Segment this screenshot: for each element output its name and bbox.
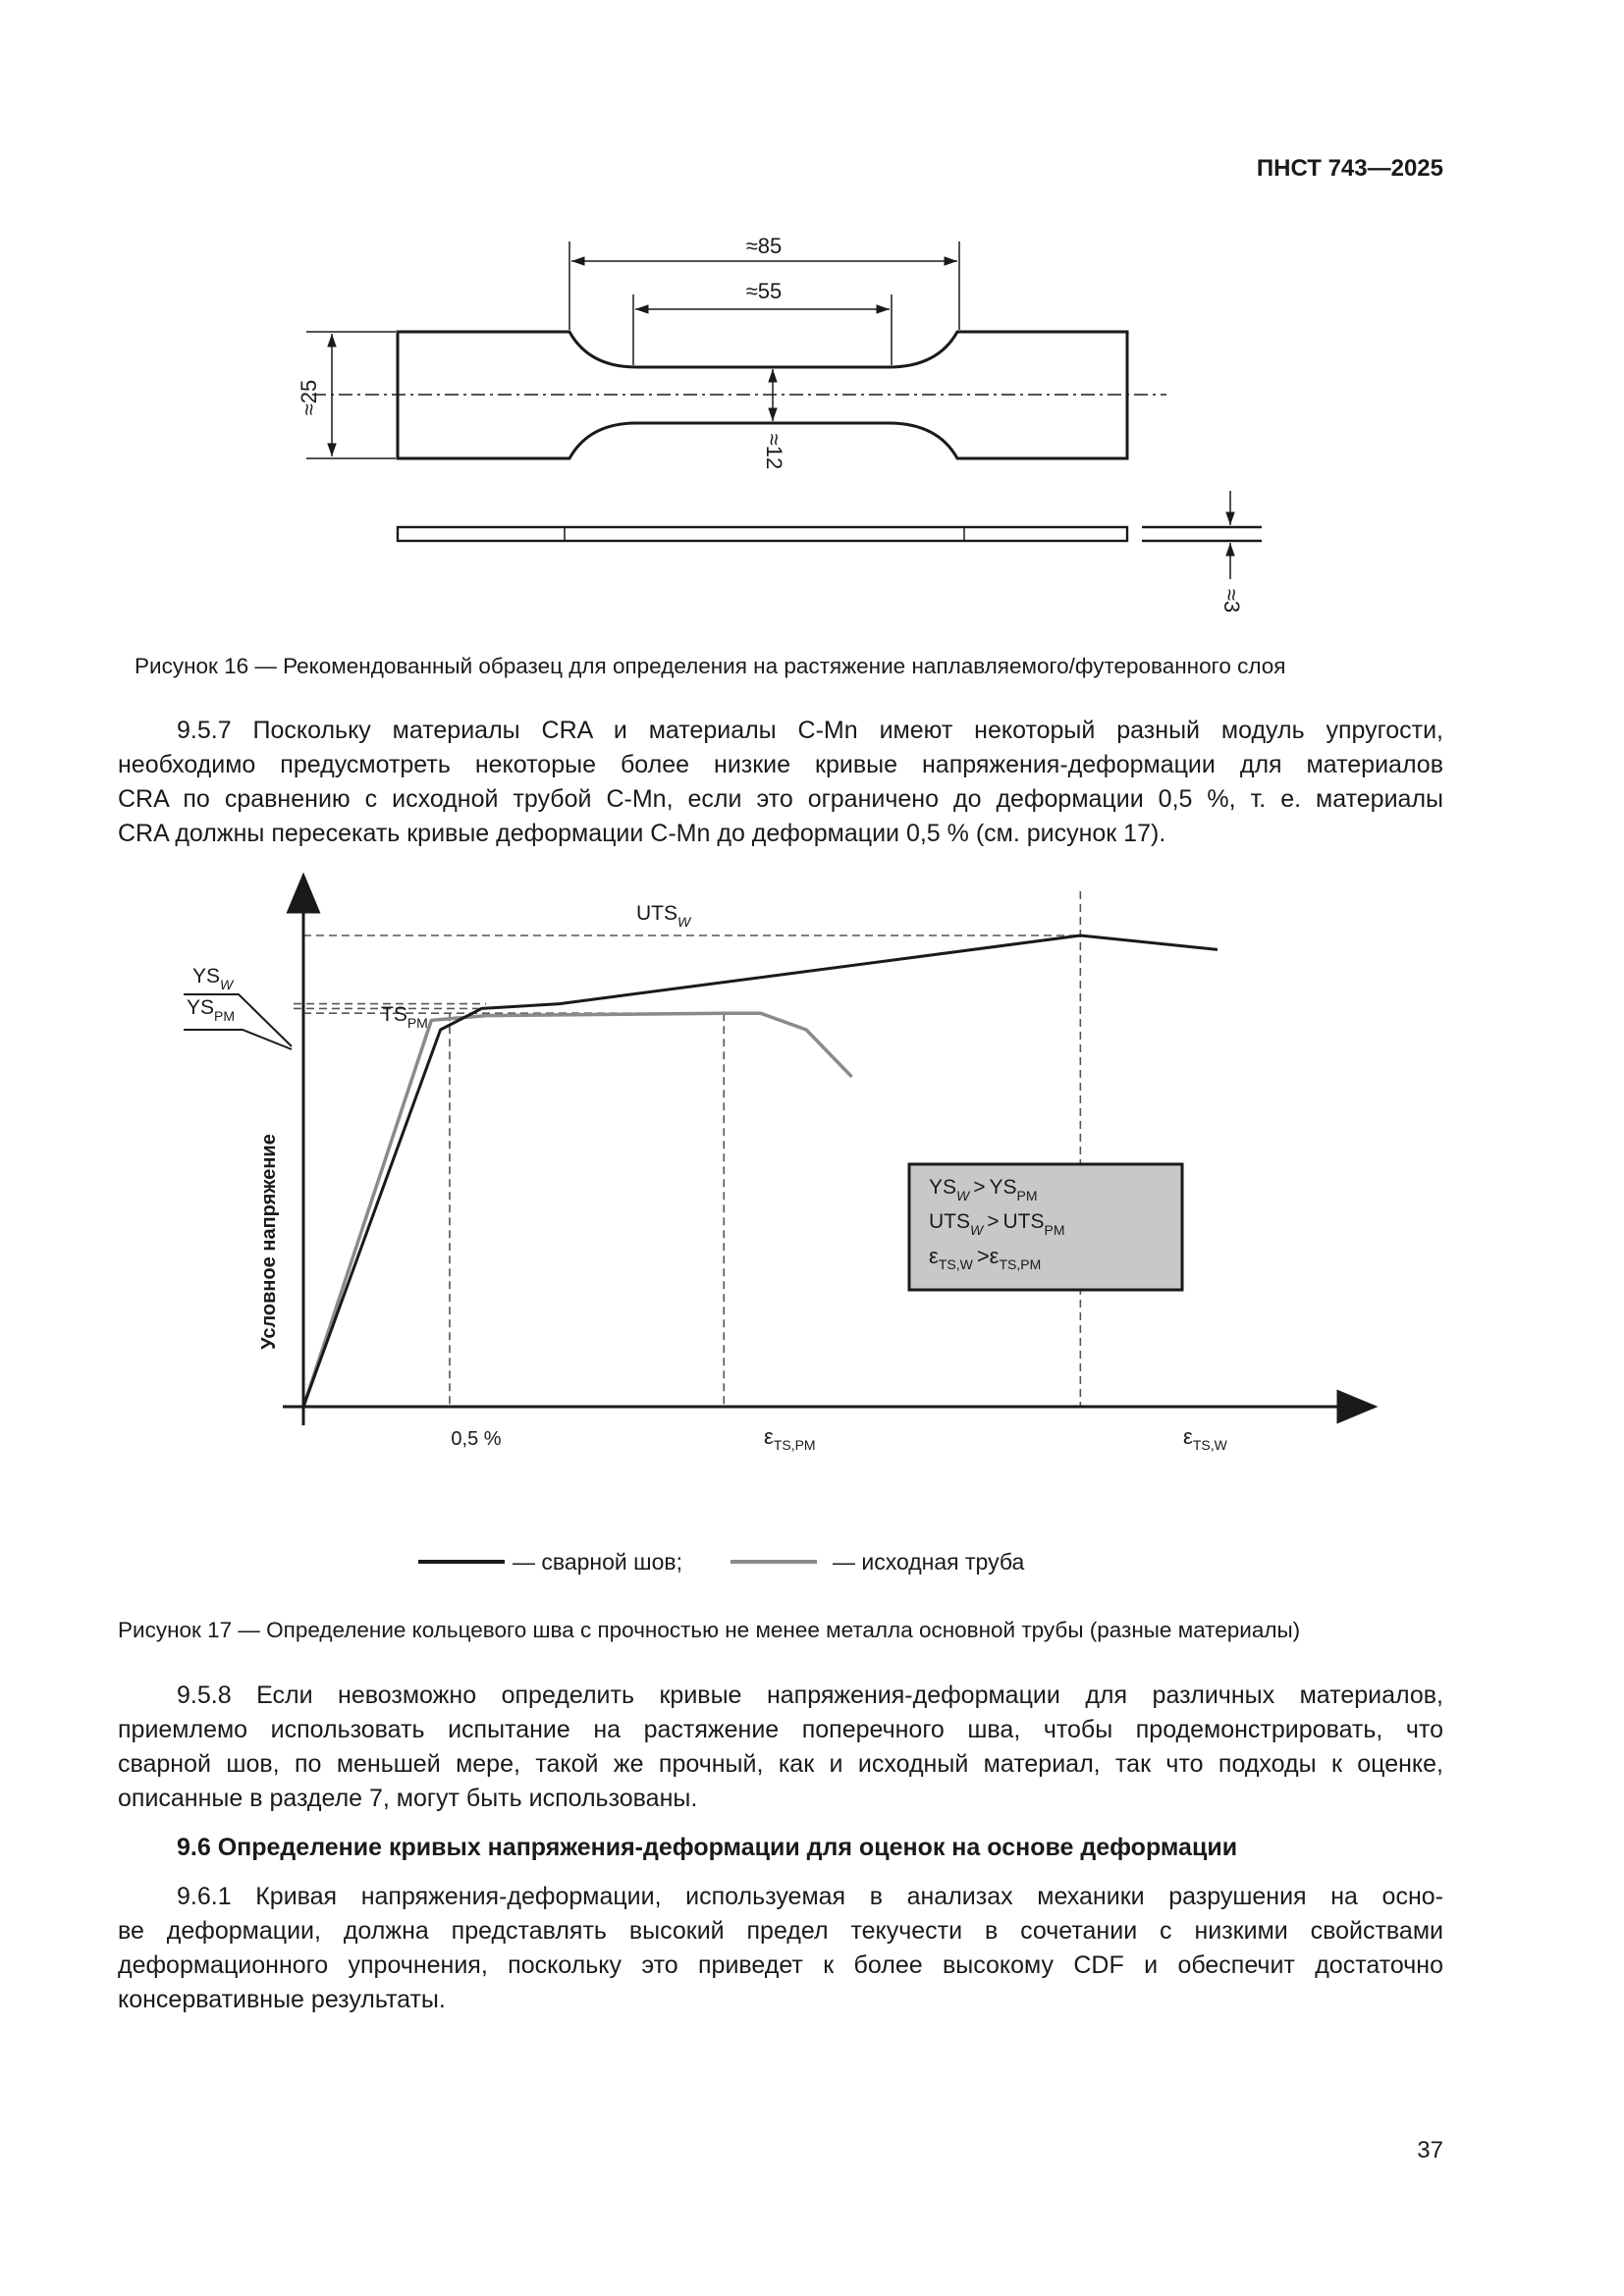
paragraph-line: консервативные результаты. [118,1986,446,2013]
label-ys-pm: $YS_{PM}$ [187,996,236,1024]
label-uts-w: $UTS_W$ [636,902,691,930]
paragraph-line: CRA должны пересекать кривые деформации C-Mn до деформации 0,5 % (см. рисунок 17). [118,820,1166,847]
figure-17-caption: Рисунок 17 — Определение кольцевого шва с прочностью не менее металла основной трубы (разные материалы) [118,1618,1301,1642]
paragraph-line: необходимо предусмотреть некоторые более низкие кривые напряжения-деформации для материалов [118,751,1443,778]
label-width: ≈25 [297,379,321,416]
condition-eps: $\varepsilon_{TS,W} >\varepsilon_{TS,PM}$ [929,1244,1042,1272]
paragraph-line: 9.6.1 Кривая напряжения-деформации, используемая в анализах механики разрушения на осно- [177,1883,1443,1910]
paragraph-9-5-8 [118,1679,1443,1816]
label-overall-length: ≈85 [745,234,783,258]
leader-ys-pm [184,1030,292,1049]
specimen-side-view [398,527,1127,541]
paragraph-line: 9.5.8 Если невозможно определить кривые напряжения-деформации для различных материалов, [177,1682,1443,1709]
y-axis-title: Условное напряжение [258,1134,280,1350]
paragraph-line: ве деформации, должна представлять высокий предел текучести в сочетании с низкими свойствами [118,1917,1443,1945]
x-tick-0-5: 0,5 % [451,1428,502,1450]
page-number: 37 [1417,2137,1443,2163]
paragraph-line: 9.5.7 Поскольку материалы CRA и материалы C-Mn имеют некоторый разный модуль упругости, [177,717,1443,744]
section-heading: 9.6 Определение кривых напряжения-деформации для оценок на основе деформации [177,1834,1238,1861]
legend-weld-label: — сварной шов; [513,1549,683,1575]
label-gauge-length: ≈55 [745,279,783,303]
document-id: ПНСТ 743—2025 [1256,155,1443,182]
label-thickness: ≈3 [1219,588,1244,614]
legend-pipe-label: — исходная труба [833,1549,1025,1575]
series-line-pipe [303,1013,852,1407]
x-tick-eps-ts-pm: $\varepsilon_{TS,PM}$ [764,1424,816,1453]
condition-uts: $UTS_W > UTS_{PM}$ [929,1210,1065,1238]
paragraph-line: сварной шов, по меньшей мере, такой же прочный, как и исходный материал, так что подходы к оценке, [118,1750,1443,1778]
label-ys-w: $YS_W$ [192,965,234,992]
label-gauge-width: ≈12 [762,433,786,470]
condition-ys: $YS_W > YS_{PM}$ [929,1176,1038,1203]
paragraph-line: деформационного упрочнения, поскольку это приведет к более высокому CDF и обеспечит достаточно [118,1951,1443,1979]
label-ts-pm: $TS_{PM}$ [381,1003,428,1031]
figure-16-drawing [0,0,1624,667]
paragraph-9-6-1 [118,1880,1443,2017]
paragraph-line: приемлемо использовать испытание на растяжение поперечного шва, чтобы продемонстрировать, что [118,1716,1443,1743]
x-tick-eps-ts-w: $\varepsilon_{TS,W}$ [1183,1424,1227,1453]
paragraph-line: CRA по сравнению с исходной трубой C-Mn, если это ограничено до деформации 0,5 %, т. е. материалы [118,785,1443,813]
figure-16-caption: Рисунок 16 — Рекомендованный образец для определения на растяжение наплавляемого/футерованного слоя [135,654,1286,678]
figure-17-chart [0,844,1624,1610]
paragraph-9-5-7 [118,714,1443,851]
paragraph-line: описанные в разделе 7, могут быть использованы. [118,1785,698,1812]
